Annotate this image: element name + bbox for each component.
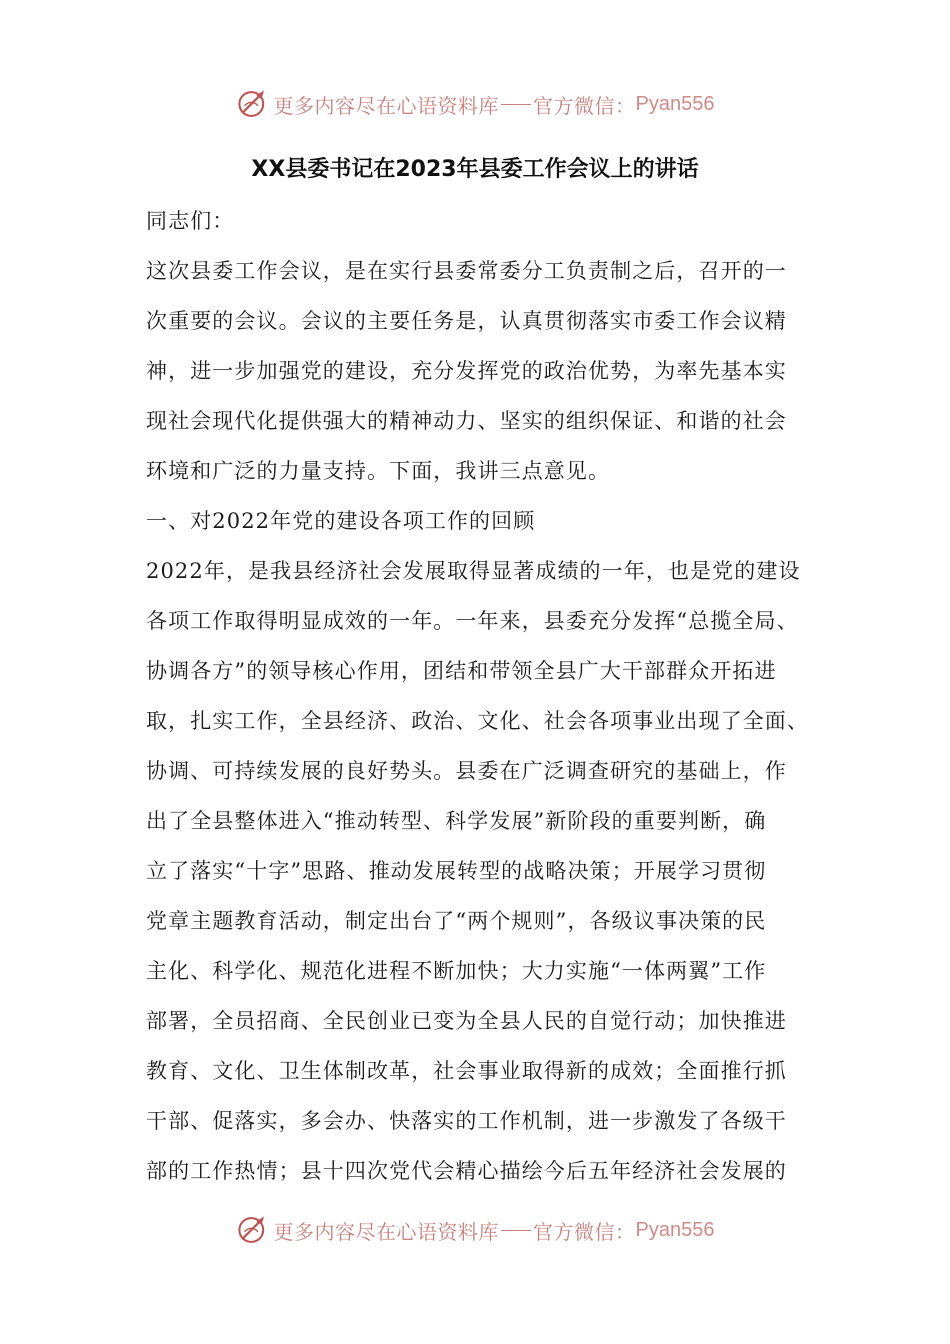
body-line: 主化、科学化、规范化进程不断加快；大力实施“一体两翼”工作: [146, 959, 767, 983]
watermark-banner-top: [0, 84, 950, 124]
body-line: 立了落实“十字”思路、推动发展转型的战略决策；开展学习贯彻: [146, 859, 767, 883]
watermark-dash: [501, 1230, 531, 1231]
watermark-wechat-label: 官方微信：: [533, 1219, 636, 1244]
pen-logo-icon: [236, 87, 270, 121]
body-line: 环境和广泛的力量支持。下面，我讲三点意见。: [146, 459, 611, 483]
body-line: 协调各方”的领导核心作用，团结和带领全县广大干部群众开拓进: [146, 659, 777, 683]
document-body: [146, 196, 810, 1196]
body-line: 次重要的会议。会议的主要任务是，认真贯彻落实市委工作会议精: [146, 309, 787, 333]
body-line: 2022年，是我县经济社会发展取得显著成绩的一年，也是党的建设: [146, 559, 801, 583]
document-title: XX县委书记在2023年县委工作会议上的讲话: [251, 157, 699, 182]
watermark-text: 更多内容尽在心语资料库: [273, 93, 500, 118]
body-line: 协调、可持续发展的良好势头。县委在广泛调查研究的基础上，作: [146, 759, 787, 783]
body-line: 部的工作热情；县十四次党代会精心描绘今后五年经济社会发展的: [146, 1159, 787, 1183]
body-line: 现社会现代化提供强大的精神动力、坚实的组织保证、和谐的社会: [146, 409, 787, 433]
watermark-banner-bottom: [0, 1210, 950, 1250]
watermark-text: 更多内容尽在心语资料库: [273, 1219, 500, 1244]
body-line: 这次县委工作会议，是在实行县委常委分工负责制之后，召开的一: [146, 259, 787, 283]
body-line: 神，进一步加强党的建设，充分发挥党的政治优势，为率先基本实: [146, 359, 787, 383]
watermark-dash: [501, 104, 531, 105]
body-line: 干部、促落实，多会办、快落实的工作机制，进一步激发了各级干: [146, 1109, 787, 1133]
body-line: 教育、文化、卫生体制改革，社会事业取得新的成效；全面推行抓: [146, 1059, 787, 1083]
body-line: 一、对2022年党的建设各项工作的回顾: [146, 509, 536, 533]
watermark-wechat-id: Pyan556: [635, 1218, 715, 1241]
body-line: 同志们：: [146, 209, 235, 233]
body-line: 党章主题教育活动，制定出台了“两个规则”，各级议事决策的民: [146, 909, 767, 933]
body-line: 出了全县整体进入“推动转型、科学发展”新阶段的重要判断，确: [146, 809, 767, 833]
body-line: 各项工作取得明显成效的一年。一年来，县委充分发挥“总揽全局、: [146, 609, 799, 633]
body-line: 取，扎实工作，全县经济、政治、文化、社会各项事业出现了全面、: [146, 709, 809, 733]
watermark-wechat-id: Pyan556: [635, 92, 715, 115]
body-line: 部署，全员招商、全民创业已变为全县人民的自觉行动；加快推进: [146, 1009, 787, 1033]
watermark-wechat-label: 官方微信：: [533, 93, 636, 118]
pen-logo-icon: [236, 1213, 270, 1247]
